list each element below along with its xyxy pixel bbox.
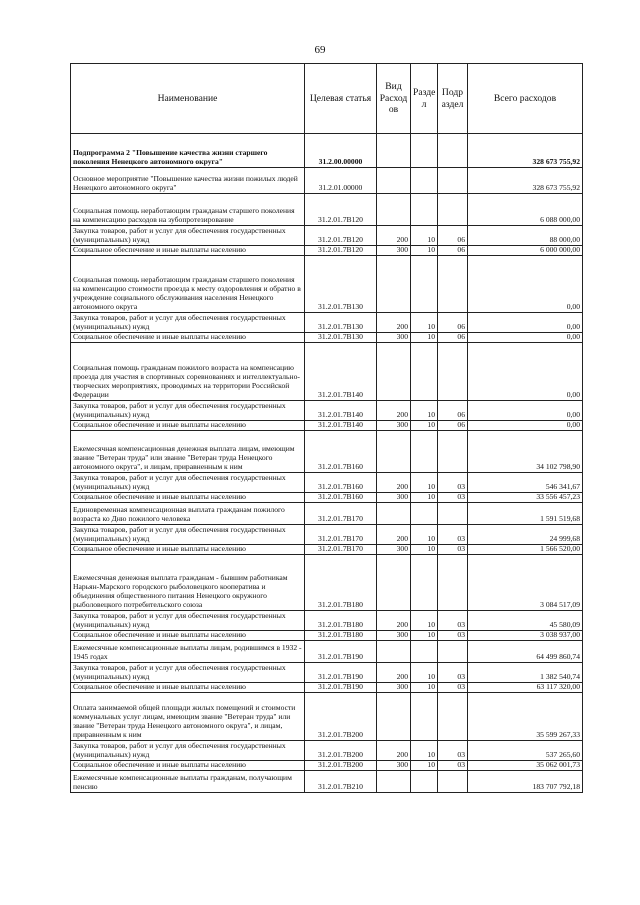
row-subsection: 06 xyxy=(438,333,468,343)
row-expense-type: 300 xyxy=(377,631,411,641)
row-amount: 0,00 xyxy=(468,401,583,421)
table-row xyxy=(71,761,583,771)
table-row xyxy=(71,771,583,793)
table-row xyxy=(71,226,583,246)
row-subsection: 03 xyxy=(438,741,468,761)
row-name: Социальное обеспечение и иные выплаты населению xyxy=(71,761,305,771)
header-total: Всего расходов xyxy=(468,64,583,134)
table-row xyxy=(71,333,583,343)
row-amount: 35 599 267,33 xyxy=(468,693,583,741)
row-subsection xyxy=(438,256,468,313)
row-target-code: 31.2.01.7В160 xyxy=(305,493,377,503)
row-amount: 3 084 517,09 xyxy=(468,555,583,611)
row-expense-type xyxy=(377,256,411,313)
table-row xyxy=(71,343,583,401)
row-subsection: 03 xyxy=(438,663,468,683)
row-amount: 6 000 000,00 xyxy=(468,246,583,256)
row-amount: 3 038 937,00 xyxy=(468,631,583,641)
row-subsection xyxy=(438,431,468,473)
row-section xyxy=(411,693,438,741)
header-section: Разде л xyxy=(411,64,438,134)
row-expense-type: 300 xyxy=(377,683,411,693)
row-name: Подпрограмма 2 "Повышение качества жизни старшего поколения Ненецкого автономного округа" xyxy=(71,134,305,168)
row-name: Социальная помощь неработающим гражданам старшего поколения на компенсацию расходов на зубопротезирование xyxy=(71,194,305,226)
row-subsection: 03 xyxy=(438,683,468,693)
table-row xyxy=(71,683,583,693)
row-target-code: 31.2.01.7В200 xyxy=(305,741,377,761)
row-subsection xyxy=(438,641,468,663)
row-target-code: 31.2.01.7В140 xyxy=(305,343,377,401)
table-row xyxy=(71,611,583,631)
table-row xyxy=(71,256,583,313)
row-section: 10 xyxy=(411,313,438,333)
row-name: Закупка товаров, работ и услуг для обеспечения государственных (муниципальных) нужд xyxy=(71,401,305,421)
row-name: Единовременная компенсационная выплата гражданам пожилого возраста ко Дню пожилого человека xyxy=(71,503,305,525)
table-row xyxy=(71,663,583,683)
row-expense-type xyxy=(377,641,411,663)
row-expense-type: 200 xyxy=(377,226,411,246)
row-name: Закупка товаров, работ и услуг для обеспечения государственных (муниципальных) нужд xyxy=(71,313,305,333)
row-amount: 1 566 520,00 xyxy=(468,545,583,555)
row-target-code: 31.2.01.7В120 xyxy=(305,246,377,256)
table-row xyxy=(71,545,583,555)
row-amount: 24 999,68 xyxy=(468,525,583,545)
row-section xyxy=(411,641,438,663)
row-section: 10 xyxy=(411,421,438,431)
table-row xyxy=(71,741,583,761)
row-section: 10 xyxy=(411,525,438,545)
row-section: 10 xyxy=(411,473,438,493)
row-name: Основное мероприятие "Повышение качества жизни пожилых людей Ненецкого автономного округа" xyxy=(71,168,305,194)
row-amount: 45 580,09 xyxy=(468,611,583,631)
row-subsection xyxy=(438,168,468,194)
row-expense-type xyxy=(377,555,411,611)
row-subsection: 06 xyxy=(438,313,468,333)
header-name: Наименование xyxy=(71,64,305,134)
row-name: Закупка товаров, работ и услуг для обеспечения государственных (муниципальных) нужд xyxy=(71,525,305,545)
row-name: Ежемесячные компенсационные выплаты лицам, родившимся в 1932 - 1945 годах xyxy=(71,641,305,663)
row-target-code: 31.2.01.7В170 xyxy=(305,503,377,525)
table-row xyxy=(71,493,583,503)
row-expense-type: 300 xyxy=(377,545,411,555)
row-section xyxy=(411,134,438,168)
row-name: Социальная помощь гражданам пожилого возраста на компенсацию проезда для участия в спортивных соревнованиях и интеллектуально-творческих мероприятиях, проводимых на территории Российской Федерации xyxy=(71,343,305,401)
table-row xyxy=(71,194,583,226)
table-row xyxy=(71,313,583,333)
row-name: Закупка товаров, работ и услуг для обеспечения государственных (муниципальных) нужд xyxy=(71,611,305,631)
table-row xyxy=(71,503,583,525)
row-name: Социальное обеспечение и иные выплаты населению xyxy=(71,421,305,431)
row-target-code: 31.2.01.7В170 xyxy=(305,545,377,555)
table-row xyxy=(71,641,583,663)
table-row xyxy=(71,421,583,431)
row-target-code: 31.2.01.7В140 xyxy=(305,401,377,421)
row-amount: 0,00 xyxy=(468,333,583,343)
row-subsection: 06 xyxy=(438,226,468,246)
row-target-code: 31.2.01.7В180 xyxy=(305,555,377,611)
row-name: Закупка товаров, работ и услуг для обеспечения государственных (муниципальных) нужд xyxy=(71,741,305,761)
row-target-code: 31.2.01.7В200 xyxy=(305,761,377,771)
row-subsection: 06 xyxy=(438,421,468,431)
budget-table xyxy=(70,63,583,793)
row-name: Социальная помощь неработающим гражданам старшего поколения на компенсацию стоимости проезда к месту оздоровления и обратно в учреждение социального обслуживания населения Ненецкого автономного округа xyxy=(71,256,305,313)
row-name: Закупка товаров, работ и услуг для обеспечения государственных (муниципальных) нужд xyxy=(71,226,305,246)
row-expense-type: 200 xyxy=(377,401,411,421)
row-amount: 63 117 320,00 xyxy=(468,683,583,693)
row-subsection: 03 xyxy=(438,473,468,493)
table-row xyxy=(71,134,583,168)
row-expense-type xyxy=(377,503,411,525)
row-target-code: 31.2.01.7В210 xyxy=(305,771,377,793)
row-section: 10 xyxy=(411,333,438,343)
row-target-code: 31.2.01.7В180 xyxy=(305,631,377,641)
row-amount: 537 265,60 xyxy=(468,741,583,761)
row-section: 10 xyxy=(411,741,438,761)
row-expense-type: 200 xyxy=(377,663,411,683)
row-target-code: 31.2.01.7В190 xyxy=(305,641,377,663)
row-name: Оплата занимаемой общей площади жилых помещений и стоимости коммунальных услуг лицам, имеющим звание "Ветеран труда" или звание "Ветеран труда Ненецкого автономного округа", и лицам, приравненным к ним xyxy=(71,693,305,741)
row-expense-type: 200 xyxy=(377,741,411,761)
row-expense-type xyxy=(377,194,411,226)
page-number: 69 xyxy=(314,44,326,56)
row-subsection: 03 xyxy=(438,611,468,631)
row-expense-type xyxy=(377,134,411,168)
table-row xyxy=(71,431,583,473)
row-subsection xyxy=(438,503,468,525)
row-subsection xyxy=(438,343,468,401)
row-subsection: 03 xyxy=(438,525,468,545)
row-target-code: 31.2.00.00000 xyxy=(305,134,377,168)
row-section xyxy=(411,771,438,793)
table-row xyxy=(71,168,583,194)
row-target-code: 31.2.01.7В120 xyxy=(305,226,377,246)
row-subsection xyxy=(438,693,468,741)
row-amount: 546 341,67 xyxy=(468,473,583,493)
row-section xyxy=(411,256,438,313)
row-section: 10 xyxy=(411,611,438,631)
row-amount: 183 707 792,18 xyxy=(468,771,583,793)
row-target-code: 31.2.01.00000 xyxy=(305,168,377,194)
row-target-code: 31.2.01.7В140 xyxy=(305,421,377,431)
row-expense-type: 200 xyxy=(377,611,411,631)
header-type: Вид Расход ов xyxy=(377,64,411,134)
row-section: 10 xyxy=(411,631,438,641)
row-amount: 328 673 755,92 xyxy=(468,134,583,168)
row-expense-type xyxy=(377,771,411,793)
row-section xyxy=(411,503,438,525)
row-expense-type xyxy=(377,693,411,741)
row-amount: 64 499 860,74 xyxy=(468,641,583,663)
row-section: 10 xyxy=(411,663,438,683)
row-section: 10 xyxy=(411,226,438,246)
row-subsection: 03 xyxy=(438,545,468,555)
row-section xyxy=(411,555,438,611)
row-expense-type: 200 xyxy=(377,525,411,545)
row-section: 10 xyxy=(411,401,438,421)
row-section xyxy=(411,194,438,226)
row-target-code: 31.2.01.7В190 xyxy=(305,683,377,693)
row-target-code: 31.2.01.7В180 xyxy=(305,611,377,631)
row-amount: 0,00 xyxy=(468,343,583,401)
row-name: Социальное обеспечение и иные выплаты населению xyxy=(71,545,305,555)
row-subsection: 03 xyxy=(438,493,468,503)
row-amount: 0,00 xyxy=(468,256,583,313)
row-amount: 1 382 540,74 xyxy=(468,663,583,683)
row-expense-type: 200 xyxy=(377,473,411,493)
row-target-code: 31.2.01.7В160 xyxy=(305,473,377,493)
row-subsection: 03 xyxy=(438,631,468,641)
row-subsection xyxy=(438,194,468,226)
row-name: Ежемесячные компенсационные выплаты гражданам, получающим пенсию xyxy=(71,771,305,793)
row-section: 10 xyxy=(411,246,438,256)
row-target-code: 31.2.01.7В130 xyxy=(305,256,377,313)
row-section: 10 xyxy=(411,761,438,771)
table-row xyxy=(71,555,583,611)
row-amount: 6 088 000,00 xyxy=(468,194,583,226)
row-expense-type: 300 xyxy=(377,246,411,256)
row-expense-type xyxy=(377,168,411,194)
row-name: Ежемесячная компенсационная денежная выплата лицам, имеющим звание "Ветеран труда" или звание "Ветеран труда Ненецкого автономного округа", и лицам, приравненным к ним xyxy=(71,431,305,473)
row-expense-type: 300 xyxy=(377,421,411,431)
row-target-code: 31.2.01.7В170 xyxy=(305,525,377,545)
row-section: 10 xyxy=(411,493,438,503)
row-section xyxy=(411,343,438,401)
row-amount: 35 062 001,73 xyxy=(468,761,583,771)
row-expense-type: 200 xyxy=(377,313,411,333)
row-name: Социальное обеспечение и иные выплаты населению xyxy=(71,683,305,693)
row-target-code: 31.2.01.7В130 xyxy=(305,333,377,343)
row-target-code: 31.2.01.7В120 xyxy=(305,194,377,226)
header-target: Целевая статья xyxy=(305,64,377,134)
row-subsection: 06 xyxy=(438,401,468,421)
row-name: Социальное обеспечение и иные выплаты населению xyxy=(71,333,305,343)
table-row xyxy=(71,693,583,741)
row-section xyxy=(411,168,438,194)
row-amount: 1 591 519,68 xyxy=(468,503,583,525)
row-expense-type: 300 xyxy=(377,333,411,343)
row-section: 10 xyxy=(411,683,438,693)
row-expense-type xyxy=(377,343,411,401)
row-target-code: 31.2.01.7В190 xyxy=(305,663,377,683)
table-body xyxy=(71,134,583,793)
row-name: Закупка товаров, работ и услуг для обеспечения государственных (муниципальных) нужд xyxy=(71,663,305,683)
row-amount: 88 000,00 xyxy=(468,226,583,246)
row-section: 10 xyxy=(411,545,438,555)
table-row xyxy=(71,525,583,545)
row-name: Социальное обеспечение и иные выплаты населению xyxy=(71,493,305,503)
table-row xyxy=(71,473,583,493)
row-amount: 328 673 755,92 xyxy=(468,168,583,194)
row-subsection: 06 xyxy=(438,246,468,256)
row-amount: 0,00 xyxy=(468,421,583,431)
header-subsection: Подр аздел xyxy=(438,64,468,134)
row-expense-type: 300 xyxy=(377,493,411,503)
row-section xyxy=(411,431,438,473)
row-name: Социальное обеспечение и иные выплаты населению xyxy=(71,246,305,256)
row-expense-type xyxy=(377,431,411,473)
row-subsection xyxy=(438,555,468,611)
row-name: Социальное обеспечение и иные выплаты населению xyxy=(71,631,305,641)
table-row xyxy=(71,246,583,256)
row-target-code: 31.2.01.7В160 xyxy=(305,431,377,473)
row-target-code: 31.2.01.7В130 xyxy=(305,313,377,333)
row-amount: 34 102 798,90 xyxy=(468,431,583,473)
row-name: Ежемесячная денежная выплата гражданам - бывшим работникам Нарьян-Марского городского рыболовецкого кооператива и объединения общественного питания Ненецкого окружного рыболовецкого потребительского союза xyxy=(71,555,305,611)
table-row xyxy=(71,631,583,641)
row-expense-type: 300 xyxy=(377,761,411,771)
row-subsection: 03 xyxy=(438,761,468,771)
table-header-row xyxy=(71,64,583,134)
row-name: Закупка товаров, работ и услуг для обеспечения государственных (муниципальных) нужд xyxy=(71,473,305,493)
row-amount: 33 556 457,23 xyxy=(468,493,583,503)
row-amount: 0,00 xyxy=(468,313,583,333)
table-row xyxy=(71,401,583,421)
row-subsection xyxy=(438,134,468,168)
row-subsection xyxy=(438,771,468,793)
row-target-code: 31.2.01.7В200 xyxy=(305,693,377,741)
